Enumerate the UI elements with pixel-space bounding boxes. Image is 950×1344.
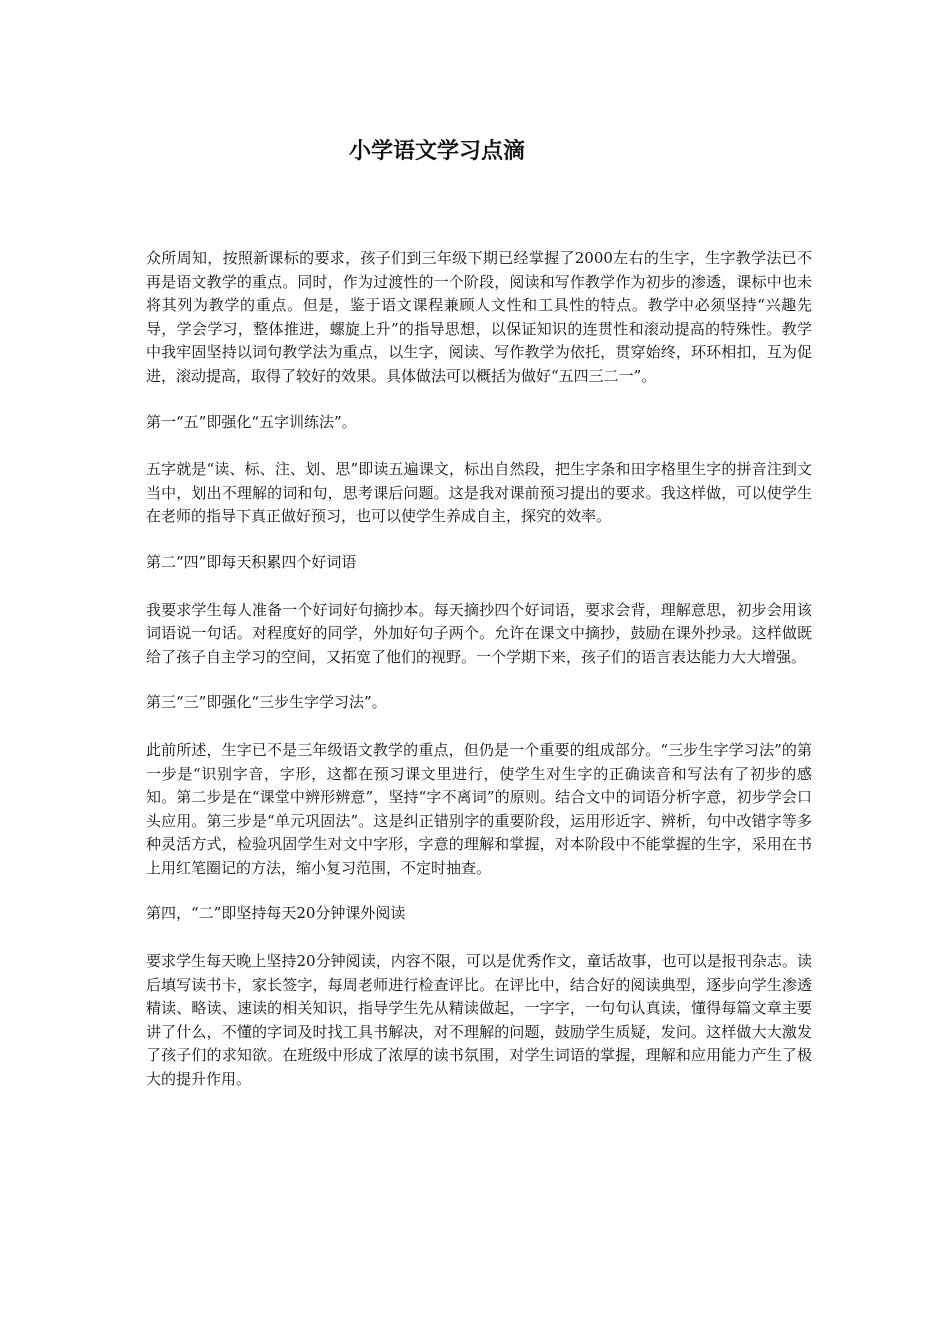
section-heading-five: 第一“五”即强化“五字训练法”。 [146, 412, 357, 431]
paragraph-four-words: 我要求学生每人准备一个好词好句摘抄本。每天摘抄四个好词语，要求会背，理解意思，初步会用该词语说一句话。对程度好的同学，外加好句子两个。允许在课文中摘抄，鼓励在课外抄录。这样做既给了孩子自主学习的空间，又拓宽了他们的视野。一个学期下来，孩子们的语言表达能力大大增强。 [146, 600, 812, 666]
paragraph-intro: 众所周知，按照新课标的要求，孩子们到三年级下期已经掌握了2000左右的生字，生字教学法已不再是语文教学的重点。同时，作为过渡性的一个阶段，阅读和写作教学作为初步的渗透，课标中也未将其列为教学的重点。但是，鉴于语文课程兼顾人文性和工具性的特点。教学中必须坚持“兴趣先导，学会学习，整体推进，螺旋上升”的指导思想，以保证知识的连贯性和滚动提高的特殊性。教学中我牢固坚持以词句教学法为重点，以生字，阅读、写作教学为依托，贯穿始终，环环相扣，互为促进，滚动提高，取得了较好的效果。具体做法可以概括为做好“五四三二一”。 [146, 249, 812, 385]
document-title: 小学语文学习点滴 [348, 138, 525, 164]
paragraph-reading: 要求学生每天晚上坚持20分钟阅读，内容不限，可以是优秀作文，童话故事，也可以是报刊杂志。读后填写读书卡，家长签字，每周老师进行检查评比。在评比中，结合好的阅读典型，逐步向学生渗透精读、略读、速读的相关知识，指导学生先从精读做起，一字字，一句句认真读，懂得每篇文章主要讲了什么，不懂的字词及时找工具书解决，对不理解的问题，鼓励学生质疑，发问。这样做大大激发了孩子们的求知欲。在班级中形成了浓厚的读书氛围，对学生词语的掌握，理解和应用能力产生了极大的提升作用。 [146, 952, 812, 1089]
section-heading-two: 第四，“二”即坚持每天20分钟课外阅读 [146, 904, 406, 923]
paragraph-five-words: 五字就是“读、标、注、划、思”即读五遍课文，标出自然段，把生字条和田字格里生字的拼音注到文当中，划出不理解的词和句，思考课后问题。这是我对课前预习提出的要求。我这样做，可以使学生在老师的指导下真正做好预习，也可以使学生养成自主，探究的效率。 [146, 460, 812, 526]
section-heading-four: 第二“四”即每天积累四个好词语 [146, 552, 357, 571]
paragraph-three-steps: 此前所述，生字已不是三年级语文教学的重点，但仍是一个重要的组成部分。“三步生字学习法”的第一步是“识别字音，字形，这都在预习课文里进行，使学生对生字的正确读音和写法有了初步的感知。第二步是在“课堂中辨形辨意”，坚持“字不离词”的原则。结合文中的词语分析字意，初步学会口头应用。第三步是“单元巩固法”。这是纠正错别字的重要阶段，运用形近字、辨析，句中改错字等多种灵活方式，检验巩固学生对文中字形，字意的理解和掌握，对本阶段中不能掌握的生字，采用在书上用红笔圈记的方法，缩小复习范围，不定时抽查。 [146, 740, 812, 877]
section-heading-three: 第三“三”即强化“三步生字学习法”。 [146, 693, 387, 712]
document-body [146, 247, 812, 1114]
